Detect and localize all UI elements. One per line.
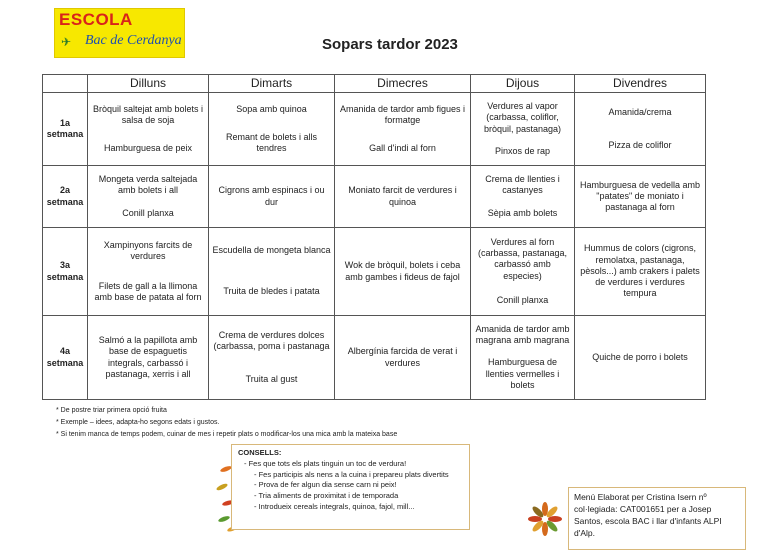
dish-text: Crema de verdures dolces (carbassa, poma i pastanaga [213, 329, 330, 351]
airplane-icon: ✈ [61, 35, 72, 49]
tip-item: - Fes que tots els plats tinguin un toc de verdura! [238, 459, 463, 470]
dish-text: Verdures al vapor (carbassa, coliflor, bròquil, pastanaga) [483, 101, 562, 134]
dish-text: Escudella de mongeta blanca [212, 245, 331, 256]
menu-cell [335, 93, 471, 166]
header-day: Dimarts [209, 75, 335, 93]
school-logo [54, 8, 185, 58]
table-header-row [43, 75, 706, 93]
dish-text: Moniato farcit de verdures i quinoa [348, 185, 457, 207]
page-title: Sopars tardor 2023 [322, 36, 458, 53]
dish-text: Quiche de porro i bolets [592, 351, 688, 362]
week-label: 4a setmana [43, 316, 88, 400]
menu-cell [471, 316, 575, 400]
dish-text: Pizza de coliflor [608, 140, 672, 151]
dish-text: Mongeta verda saltejada amb bolets i all [98, 174, 198, 196]
menu-cell [335, 316, 471, 400]
dish-text: Hamburguesa de peix [103, 142, 193, 153]
dish-text: Conill planxa [122, 207, 174, 218]
tips-heading: CONSELLS: [238, 448, 282, 457]
footnote: * De postre triar primera opció fruita [56, 405, 397, 417]
header-day: Dimecres [335, 75, 471, 93]
logo-title: ESCOLA [59, 10, 133, 29]
header-day: Divendres [575, 75, 706, 93]
menu-cell [88, 93, 209, 166]
menu-cell [471, 166, 575, 228]
dish-text: Verdures al forn (carbassa, pastanaga, carbassó amb especies) [477, 236, 568, 281]
week-row [43, 316, 706, 400]
dish-text: Hamburguesa de vedella amb "patates" de moniato i pastanaga al forn [579, 179, 701, 213]
footnotes [56, 405, 397, 441]
dish-text: Pinxos de rap [494, 145, 551, 156]
dish-text: Xampinyons farcits de verdures [103, 239, 193, 261]
dish-text: Amanida/crema [608, 106, 672, 117]
menu-cell [209, 93, 335, 166]
footnote: * Exemple – idees, adapta-ho segons edats i gustos. [56, 417, 397, 429]
menu-cell [335, 228, 471, 316]
menu-cell [575, 93, 706, 166]
dish-text: Crema de llenties i castanyes [485, 174, 560, 196]
dish-text: Wok de bròquil, bolets i ceba amb gambes i fideus de fajol [344, 260, 461, 282]
menu-cell [575, 166, 706, 228]
dish-text: Sopa amb quinoa [236, 103, 307, 114]
dish-text: Conill planxa [496, 294, 549, 305]
menu-cell [575, 228, 706, 316]
week-row [43, 228, 706, 316]
dish-text: Cigrons amb espinacs i ou dur [218, 185, 325, 207]
dish-text: Hamburguesa de llenties vermelles i bolets [485, 357, 560, 390]
header-empty [43, 75, 88, 93]
dish-text: Bròquil saltejat amb bolets i salsa de soja [92, 103, 204, 126]
menu-cell [335, 166, 471, 228]
footnote: * Si tenim manca de temps podem, cuinar de mes i repetir plats o modificar-los una mica amb la mateixa base [56, 429, 397, 441]
tip-item: - Introdueix cereals integrals, quinoa, fajol, mill... [238, 502, 463, 513]
week-label: 1a setmana [43, 93, 88, 166]
tip-item: - Fes participis als nens a la cuina i prepareu plats divertits [238, 470, 463, 481]
header-day: Dilluns [88, 75, 209, 93]
tip-item: - Tria aliments de proximitat i de temporada [238, 491, 463, 502]
menu-cell [209, 228, 335, 316]
menu-cell [471, 228, 575, 316]
dish-text: Filets de gall a la llimona amb base de patata al forn [94, 280, 202, 302]
menu-cell [471, 93, 575, 166]
credit-box: Menú Elaborat per Cristina Isern nº col·legiada: CAT001651 per a Josep Santos, escola BAC i llar d'infants ALPI d'Alp. [568, 487, 746, 550]
autumn-flower-icon [528, 502, 562, 536]
dish-text: Sèpia amb bolets [487, 207, 558, 218]
header-day: Dijous [471, 75, 575, 93]
menu-cell [209, 166, 335, 228]
dish-text: Truita de bledes i patata [223, 286, 320, 297]
week-row [43, 166, 706, 228]
tips-box [231, 444, 470, 530]
dish-text: Gall d'indi al forn [369, 142, 436, 153]
menu-cell [88, 166, 209, 228]
week-label: 3a setmana [43, 228, 88, 316]
week-label: 2a setmana [43, 166, 88, 228]
dish-text: Salmó a la papillota amb base de espaguetis integrals, carbassó i pastanaga, xerris i all [98, 335, 198, 379]
menu-cell [88, 316, 209, 400]
dish-text: Albergínia farcida de verat i verdures [347, 346, 458, 368]
dish-text: Hummus de colors (cigrons, remolatxa, pastanaga, pèsols...) amb crakers i palets de verdures i verdures tempura [580, 243, 700, 299]
dish-text: Remant de bolets i alls tendres [225, 131, 318, 153]
dish-text: Amanida de tardor amb figues i formatge [339, 103, 466, 126]
tip-item: - Prova de fer algun dia sense carn ni peix! [238, 480, 463, 491]
logo-subtitle: Bac de Cerdanya [85, 33, 182, 48]
dish-text: Truita al gust [245, 374, 298, 385]
dinner-menu-table [42, 74, 706, 400]
dish-text: Amanida de tardor amb magrana amb magrana [475, 323, 570, 346]
menu-cell [88, 228, 209, 316]
week-row [43, 93, 706, 166]
menu-cell [575, 316, 706, 400]
menu-cell [209, 316, 335, 400]
